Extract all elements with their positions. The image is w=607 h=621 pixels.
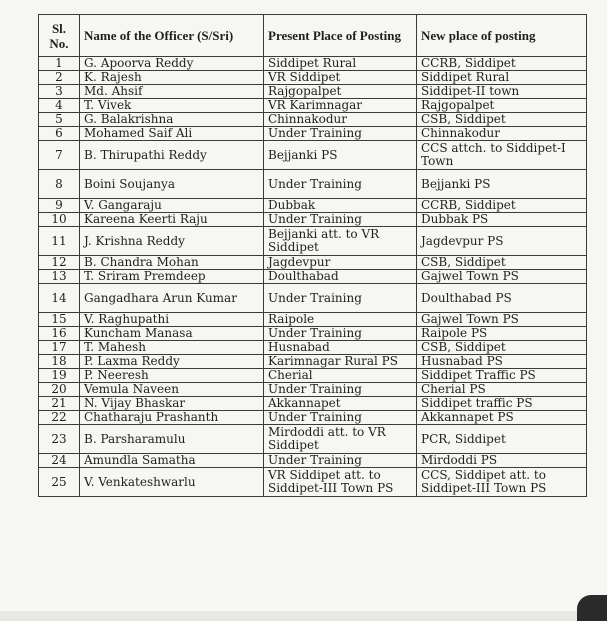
table-row: [39, 369, 587, 383]
present-posting-cell: Akkannapet: [264, 397, 417, 411]
table-row: [39, 170, 587, 199]
new-posting-cell: Cherial PS: [417, 383, 587, 397]
new-posting-cell: Akkannapet PS: [417, 411, 587, 425]
new-posting-cell: Siddipet Traffic PS: [417, 369, 587, 383]
table-row: [39, 341, 587, 355]
new-posting-cell: Gajwel Town PS: [417, 270, 587, 284]
officer-name-cell: B. Chandra Mohan: [80, 256, 264, 270]
table-row: [39, 411, 587, 425]
new-posting-cell: CSB, Siddipet: [417, 341, 587, 355]
table-row: [39, 468, 587, 497]
officer-name-cell: V. Venkateshwarlu: [80, 468, 264, 497]
present-posting-cell: Under Training: [264, 454, 417, 468]
sl-cell: 22: [39, 411, 80, 425]
corner-shadow: [577, 595, 607, 621]
officer-name-cell: N. Vijay Bhaskar: [80, 397, 264, 411]
sl-cell: 13: [39, 270, 80, 284]
sl-cell: 7: [39, 141, 80, 170]
new-posting-cell: CCS, Siddipet att. to Siddipet-III Town PS: [417, 468, 587, 497]
officer-name-cell: Amundla Samatha: [80, 454, 264, 468]
present-posting-cell: Under Training: [264, 170, 417, 199]
officer-name-cell: Kareena Keerti Raju: [80, 213, 264, 227]
present-posting-cell: VR Siddipet att. to Siddipet-III Town PS: [264, 468, 417, 497]
officer-name-cell: T. Sriram Premdeep: [80, 270, 264, 284]
present-posting-cell: Bejjanki att. to VR Siddipet: [264, 227, 417, 256]
sl-cell: 11: [39, 227, 80, 256]
officer-name-cell: Kuncham Manasa: [80, 327, 264, 341]
table-row: [39, 425, 587, 454]
new-posting-cell: Chinnakodur: [417, 127, 587, 141]
table-row: [39, 355, 587, 369]
table-row: [39, 213, 587, 227]
officer-name-cell: T. Mahesh: [80, 341, 264, 355]
officer-name-cell: K. Rajesh: [80, 71, 264, 85]
sl-cell: 10: [39, 213, 80, 227]
sl-cell: 19: [39, 369, 80, 383]
officer-name-cell: Gangadhara Arun Kumar: [80, 284, 264, 313]
sl-cell: 15: [39, 313, 80, 327]
new-posting-cell: Siddipet traffic PS: [417, 397, 587, 411]
officer-name-cell: Boini Soujanya: [80, 170, 264, 199]
new-posting-cell: Rajgopalpet: [417, 99, 587, 113]
table-row: [39, 57, 587, 71]
officer-name-cell: P. Laxma Reddy: [80, 355, 264, 369]
present-posting-cell: Dubbak: [264, 199, 417, 213]
present-posting-cell: Under Training: [264, 327, 417, 341]
sl-cell: 6: [39, 127, 80, 141]
sl-cell: 21: [39, 397, 80, 411]
table-header-row: [39, 15, 587, 57]
present-posting-cell: Under Training: [264, 411, 417, 425]
officer-name-cell: T. Vivek: [80, 99, 264, 113]
officer-name-cell: G. Balakrishna: [80, 113, 264, 127]
new-posting-cell: Bejjanki PS: [417, 170, 587, 199]
officer-name-cell: V. Raghupathi: [80, 313, 264, 327]
table-row: [39, 127, 587, 141]
sl-cell: 18: [39, 355, 80, 369]
header-officer-name: Name of the Officer (S/Sri): [80, 15, 264, 57]
present-posting-cell: Under Training: [264, 213, 417, 227]
present-posting-cell: Under Training: [264, 284, 417, 313]
sl-cell: 25: [39, 468, 80, 497]
present-posting-cell: Doulthabad: [264, 270, 417, 284]
officer-name-cell: Md. Ahsif: [80, 85, 264, 99]
present-posting-cell: Karimnagar Rural PS: [264, 355, 417, 369]
officer-name-cell: G. Apoorva Reddy: [80, 57, 264, 71]
header-new-posting: New place of posting: [417, 15, 587, 57]
present-posting-cell: Rajgopalpet: [264, 85, 417, 99]
present-posting-cell: VR Karimnagar: [264, 99, 417, 113]
table-row: [39, 141, 587, 170]
present-posting-cell: Bejjanki PS: [264, 141, 417, 170]
present-posting-cell: VR Siddipet: [264, 71, 417, 85]
present-posting-cell: Raipole: [264, 313, 417, 327]
postings-table: [38, 14, 587, 497]
sl-cell: 23: [39, 425, 80, 454]
present-posting-cell: Cherial: [264, 369, 417, 383]
header-present-posting: Present Place of Posting: [264, 15, 417, 57]
table-row: [39, 85, 587, 99]
table-row: [39, 383, 587, 397]
new-posting-cell: CSB, Siddipet: [417, 256, 587, 270]
officer-name-cell: Mohamed Saif Ali: [80, 127, 264, 141]
officer-name-cell: B. Thirupathi Reddy: [80, 141, 264, 170]
present-posting-cell: Husnabad: [264, 341, 417, 355]
sl-cell: 4: [39, 99, 80, 113]
officer-name-cell: P. Neeresh: [80, 369, 264, 383]
sl-cell: 24: [39, 454, 80, 468]
new-posting-cell: CCRB, Siddipet: [417, 57, 587, 71]
table-row: [39, 227, 587, 256]
table-row: [39, 71, 587, 85]
present-posting-cell: Jagdevpur: [264, 256, 417, 270]
table-row: [39, 99, 587, 113]
sl-cell: 8: [39, 170, 80, 199]
new-posting-cell: Gajwel Town PS: [417, 313, 587, 327]
officer-name-cell: B. Parsharamulu: [80, 425, 264, 454]
new-posting-cell: Siddipet Rural: [417, 71, 587, 85]
sl-cell: 1: [39, 57, 80, 71]
present-posting-cell: Chinnakodur: [264, 113, 417, 127]
header-sl-no: Sl. No.: [39, 15, 80, 57]
new-posting-cell: Husnabad PS: [417, 355, 587, 369]
new-posting-cell: Dubbak PS: [417, 213, 587, 227]
new-posting-cell: PCR, Siddipet: [417, 425, 587, 454]
sl-cell: 14: [39, 284, 80, 313]
table-row: [39, 284, 587, 313]
sl-cell: 3: [39, 85, 80, 99]
present-posting-cell: Under Training: [264, 383, 417, 397]
table-row: [39, 454, 587, 468]
officer-name-cell: Chatharaju Prashanth: [80, 411, 264, 425]
present-posting-cell: Siddipet Rural: [264, 57, 417, 71]
new-posting-cell: CCRB, Siddipet: [417, 199, 587, 213]
present-posting-cell: Mirdoddi att. to VR Siddipet: [264, 425, 417, 454]
table-row: [39, 256, 587, 270]
sl-cell: 16: [39, 327, 80, 341]
sl-cell: 2: [39, 71, 80, 85]
officer-name-cell: Vemula Naveen: [80, 383, 264, 397]
new-posting-cell: Jagdevpur PS: [417, 227, 587, 256]
table-row: [39, 270, 587, 284]
present-posting-cell: Under Training: [264, 127, 417, 141]
new-posting-cell: Doulthabad PS: [417, 284, 587, 313]
officer-name-cell: J. Krishna Reddy: [80, 227, 264, 256]
table-row: [39, 113, 587, 127]
sl-cell: 5: [39, 113, 80, 127]
sl-cell: 12: [39, 256, 80, 270]
new-posting-cell: CCS attch. to Siddipet-I Town: [417, 141, 587, 170]
table-row: [39, 199, 587, 213]
new-posting-cell: CSB, Siddipet: [417, 113, 587, 127]
new-posting-cell: Raipole PS: [417, 327, 587, 341]
table-row: [39, 397, 587, 411]
sl-cell: 20: [39, 383, 80, 397]
table-row: [39, 313, 587, 327]
sl-cell: 17: [39, 341, 80, 355]
new-posting-cell: Mirdoddi PS: [417, 454, 587, 468]
new-posting-cell: Siddipet-II town: [417, 85, 587, 99]
sl-cell: 9: [39, 199, 80, 213]
table-row: [39, 327, 587, 341]
officer-name-cell: V. Gangaraju: [80, 199, 264, 213]
